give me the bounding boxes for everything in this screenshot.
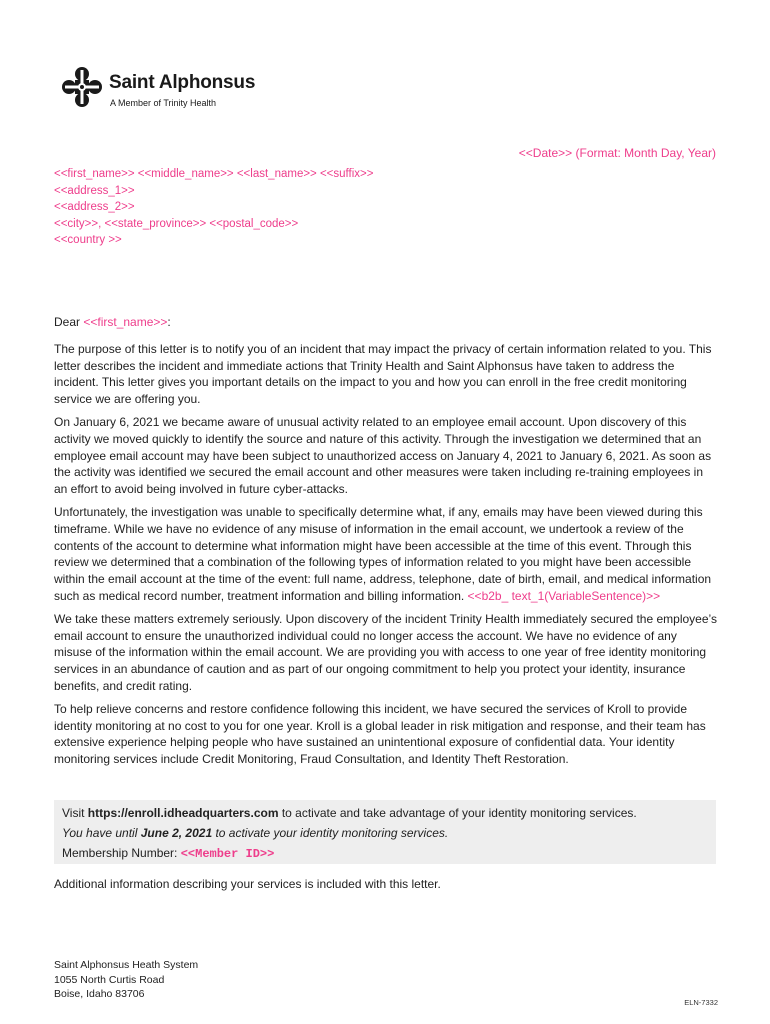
additional-info: Additional information describing your services is included with this letter. <box>54 877 441 891</box>
deadline-line <box>62 826 448 840</box>
logo-tagline: A Member of Trinity Health <box>110 98 217 108</box>
enroll-url-link[interactable]: https://enroll.idheadquarters.com <box>87 806 279 820</box>
paragraph-incident: On January 6, 2021 we became aware of unusual activity related to an employee email account. Upon discovery of this activity we moved quickly to identify the source and nature of this activity. Through the investigation we determined that an employee email account may have been subject to unauthorized access on January 4, 2021 to January 6, 2021. As soon as the activity was identified we secured the email account and other measures were taken including re-training employees in an effort to avoid being involved in future cyber-attacks. <box>54 414 712 497</box>
recipient-country: <<country >> <box>54 234 122 246</box>
enrollment-callout <box>54 800 716 864</box>
recipient-city-line: <<city>>, <<state_province>> <<postal_code>> <box>54 217 299 230</box>
deadline-suffix: to activate your identity monitoring services. <box>212 826 449 840</box>
variable-sentence-placeholder: <<b2b_ text_1(VariableSentence)>> <box>467 588 661 603</box>
visit-prefix: Visit <box>62 806 88 820</box>
greeting-suffix: : <box>167 315 171 329</box>
visit-line <box>62 806 637 820</box>
deadline-prefix: You have until <box>62 826 141 840</box>
saint-alphonsus-cross-icon <box>61 66 103 108</box>
paragraph-purpose: The purpose of this letter is to notify you of an incident that may impact the privacy of certain information related to you. This letter describes the incident and immediate actions that Trinity Health and Saint Alphonsus have taken to address the incident. This letter gives you important details on the impact to you and how you can enroll in the free credit monitoring service we are offering you. <box>54 341 712 407</box>
deadline-date: June 2, 2021 <box>140 826 213 840</box>
paragraph-kroll: To help relieve concerns and restore confidence following this incident, we have secured the services of Kroll to provide identity monitoring at no cost to you for one year. Kroll is a global leader in risk mitigation and response, and their team has extensive experience helping people who have sustained an unintentional exposure of confidential data. Your identity monitoring services include Credit Monitoring, Fraud Consultation, and Identity Theft Restoration. <box>54 701 706 767</box>
sender-address <box>54 958 198 1002</box>
recipient-address-1: <<address_1>> <box>54 184 135 197</box>
recipient-address <box>54 166 373 249</box>
logo-brand: Saint Alphonsus <box>109 72 256 93</box>
greeting <box>54 314 718 331</box>
paragraph-response: We take these matters extremely seriously. Upon discovery of the incident Trinity Health immediately secured the employee’s email account to ensure the unauthorized individual could no longer access the account. We have no evidence of any misuse of the information within the email account. We are providing you with access to one year of free identity monitoring services in an abundance of caution and as part of our ongoing commitment to help you protect your identity, insurance benefits, and credit rating. <box>54 611 717 693</box>
document-code: ELN-7332 <box>684 998 718 1007</box>
greeting-prefix: Dear <box>54 315 84 329</box>
recipient-address-2: <<address_2>> <box>54 201 135 213</box>
paragraph-investigation-text: Unfortunately, the investigation was unable to specifically determine what, if any, emails may have been viewed during this timeframe. While we have no evidence of any misuse of information in the email account, we undertook a review of the contents of the account to determine what information might have been accessible at the time of this event. Through this review we determined that a combination of the following types of information related to you might have been accessible within the email account at the time of the event: full name, address, telephone, date of birth, email, and medical information such as medical record number, treatment information and billing information. <box>54 504 712 603</box>
sender-city: Boise, Idaho 83706 <box>54 988 145 1001</box>
sender-name: Saint Alphonsus Heath System <box>54 959 199 971</box>
membership-number-placeholder: <<Member ID>> <box>180 847 275 861</box>
visit-suffix: to activate and take advantage of your identity monitoring services. <box>278 806 637 820</box>
letter-body <box>54 314 718 774</box>
date-placeholder: <<Date>> (Format: Month Day, Year) <box>518 146 716 160</box>
recipient-name-line: <<first_name>> <<middle_name>> <<last_name>> <<suffix>> <box>54 168 374 180</box>
sender-street: 1055 North Curtis Road <box>54 973 165 986</box>
membership-line <box>62 846 274 861</box>
membership-label: Membership Number: <box>62 846 181 860</box>
paragraph-investigation <box>54 504 718 605</box>
greeting-name-placeholder: <<first_name>> <box>83 315 168 329</box>
logo <box>55 62 277 112</box>
